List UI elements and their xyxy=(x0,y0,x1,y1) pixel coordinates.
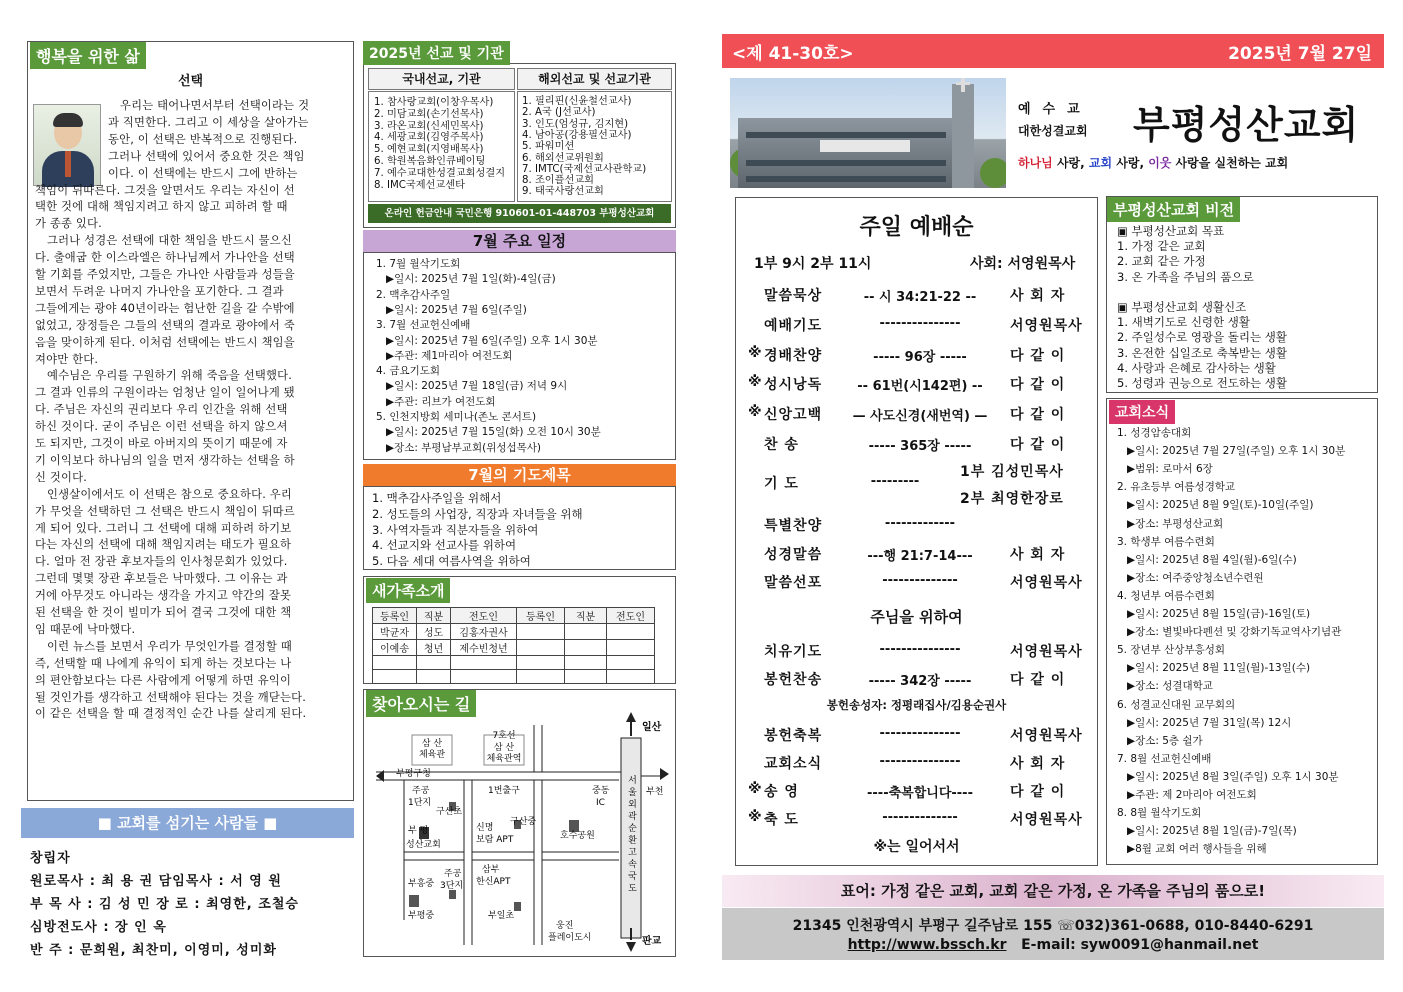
essay-line: 그러나 선택에 있어서 중요한 것은 책임 xyxy=(108,149,305,163)
website-link[interactable]: http://www.bssch.kr xyxy=(847,937,1007,953)
map-label-boram: 보람 APT xyxy=(476,835,514,845)
map-panel xyxy=(363,689,676,957)
order-item-leader: 사 회 자 xyxy=(1010,756,1066,772)
schedule-item: ▶주관: 제1마리아 여전도회 xyxy=(386,349,513,362)
essay-line: 할 기회를 주었지만, 그들은 가나안 사람들과 성들을 xyxy=(35,268,295,281)
order-item-leader: 서영원목사 xyxy=(1010,575,1083,591)
order-item-leader: 다 같 이 xyxy=(1010,407,1066,424)
essay-line: 인생살이에서도 이 선택은 참으로 중요하다. 우리 xyxy=(47,487,293,501)
stand-mark: ※ xyxy=(748,374,763,391)
domestic-mission-item: 8. IMC국제선교센타 xyxy=(374,179,465,191)
order-item-label: 경배찬양 xyxy=(764,347,823,364)
order-item-label: 봉헌찬송 xyxy=(764,672,823,688)
map-label-church: 부 평 xyxy=(408,826,429,836)
order-item-leader: 다 같 이 xyxy=(1010,377,1066,394)
order-item-detail: ----- 96장 ----- xyxy=(873,349,967,365)
schedule-item: 2. 맥추감사주일 xyxy=(376,288,451,301)
server-line: 창립자 xyxy=(30,851,71,866)
order-item-label: 교회소식 xyxy=(764,756,823,772)
essay-line: 다. 주님은 자신의 권리보다 우리 인간을 위해 선택 xyxy=(35,403,288,417)
essay-line: 우리는 태어나면서부터 선택이라는 것 xyxy=(120,99,310,112)
vision-item: 2. 교회 같은 가정 xyxy=(1117,254,1206,269)
order-item-detail: --------------- xyxy=(879,726,961,741)
order-item-label: 봉헌축복 xyxy=(764,728,823,744)
vision-item: 1. 새벽기도로 신령한 생활 xyxy=(1117,315,1251,330)
essay-line: 게 되어 있다. 그러니 그 선택에 대해 피하려 하기보 xyxy=(35,521,292,535)
new-family-cell xyxy=(517,656,565,670)
order-item-detail: -- 시 34:21-22 -- xyxy=(863,290,977,305)
new-family-cell xyxy=(565,670,607,684)
essay-heading: 선택 xyxy=(177,74,204,89)
essay-line: 그들에게는 광야 40년이라는 험난한 길을 갈 수밖에 xyxy=(35,301,295,315)
yearly-motto: 표어: 가정 같은 교회, 교회 같은 가정, 온 가족을 주님의 품으로! xyxy=(722,875,1384,907)
map-label-expressway: 서울외곽순환고속국도 xyxy=(626,775,636,895)
order-item-label: 말씀묵상 xyxy=(764,288,823,304)
schedule-item: 3. 7월 선교헌신예배 xyxy=(376,319,471,332)
order-item-label: 신앙고백 xyxy=(764,407,823,424)
order-item-detail: --------------- xyxy=(879,642,961,657)
denomination-line1: 예수교 xyxy=(1018,102,1092,117)
new-family-cell: 박균자 xyxy=(373,624,417,640)
order-item-leader: 사 회 자 xyxy=(1010,546,1066,563)
vision-item: 2. 주일성수로 영광을 돌리는 생활 xyxy=(1117,330,1288,345)
new-family-header: 등록인 xyxy=(373,608,417,624)
schedule-item: ▶주관: 리브가 여전도회 xyxy=(386,395,496,408)
mission-panel xyxy=(363,63,676,228)
schedule-item: ▶일시: 2025년 7월 15일(화) 오전 10시 30분 xyxy=(386,426,601,439)
foreign-mission-item: 1. 필리핀(신윤철선교사) xyxy=(522,96,632,107)
map-label-sinmyeong: 신명 xyxy=(476,823,494,833)
map-label-gusan-mid: 구산중 xyxy=(510,817,537,827)
order-item-detail: ----축복합니다---- xyxy=(867,786,973,801)
order-item-leader: 다 같 이 xyxy=(1010,672,1066,688)
prayer-item: 5. 다음 세대 여름사역을 위하여 xyxy=(372,554,531,569)
essay-line: 그런데 몇몇 장관 후보들은 낙마했다. 그 이유는 과 xyxy=(35,572,288,586)
order-item-detail: --------- xyxy=(870,474,920,489)
essay-line: 보면서 두려운 나머지 가나안을 포기한다. 그 결과 xyxy=(35,284,284,298)
email-link[interactable]: syw0091@hanmail.net xyxy=(1080,937,1259,953)
server-line: 원로목사 : 최 용 권 담임목사 : 서 영 원 xyxy=(30,874,282,889)
issue-date: 2025년 7월 27일 xyxy=(1228,44,1372,64)
essay-line: 다. 얼마 전 장관 후보자들의 인사청문회가 있었다. xyxy=(35,555,288,569)
new-family-cell: 제수빈청년 xyxy=(451,640,517,656)
essay-line: 그러나 성경은 선택에 대한 책임을 반드시 물으신 xyxy=(47,234,293,248)
offering-singer: 봉헌송성자: 정평래집사/김용순권사 xyxy=(826,698,1007,712)
new-family-cell: 김홍자권사 xyxy=(451,624,517,640)
vision-item: 5. 성령과 권능으로 전도하는 생활 xyxy=(1117,376,1288,390)
order-item-label: 말씀선포 xyxy=(764,575,823,591)
foreign-mission-item: 5. 파워미션 xyxy=(522,141,575,153)
essay-line: 거에 아무것도 아니라는 생각을 가지고 약간의 잘못 xyxy=(35,589,292,603)
server-line: 심방전도사 : 장 인 옥 xyxy=(30,920,167,935)
news-item: 3. 학생부 여름수련회 xyxy=(1117,535,1215,548)
news-item: ▶8월 교회 여러 행사들을 위해 xyxy=(1127,843,1267,856)
essay-line: 이 같은 선택을 할 때 결정적인 순간 나를 살리게 된다. xyxy=(35,707,307,721)
essay-line: 임 때문에 낙마했다. xyxy=(35,622,136,636)
map-label-pangyo: 판교 xyxy=(642,936,662,947)
news-item: ▶장소: 여주중앙청소년수련원 xyxy=(1127,571,1264,584)
news-item: ▶일시: 2025년 8월 15일(금)-16일(토) xyxy=(1127,608,1311,620)
map-label-bucheon: 부천 xyxy=(646,787,664,797)
news-item: ▶장소: 성결대학교 xyxy=(1127,680,1213,693)
schedule-item: ▶일시: 2025년 7월 6일(주일) 오후 1시 30분 xyxy=(386,334,598,347)
map-label-line7: 7호선 xyxy=(492,731,516,741)
vision-panel xyxy=(1106,196,1378,393)
order-item-leader: 서영원목사 xyxy=(1010,317,1083,334)
essay-line: 음을 맞이하게 된다. 이처럼 선택에는 반드시 책임을 xyxy=(35,335,295,349)
church-address: 21345 인천광역시 부평구 길주남로 155 ☏032)361-0688, 010-8440-6291 xyxy=(792,918,1314,934)
essay-section-title: 행복을 위한 삶 xyxy=(30,42,146,69)
stand-mark: ※ xyxy=(748,781,763,797)
order-item-label: 송 영 xyxy=(764,784,799,800)
new-family-cell xyxy=(607,624,655,640)
new-family-cell xyxy=(607,656,655,670)
order-item-label: 찬 송 xyxy=(764,437,799,453)
issue-number: <제 41-30호> xyxy=(732,44,854,64)
news-item: ▶일시: 2025년 8월 4일(월)-6일(수) xyxy=(1127,553,1297,566)
news-item: 8. 8월 월삭기도회 xyxy=(1117,807,1202,820)
order-item-detail: -------------- xyxy=(882,810,958,825)
map-label-ungjin: 웅진 xyxy=(556,921,574,931)
order-item-detail: ----- 342장 ----- xyxy=(868,674,972,689)
map-label-gym: 삼 산 xyxy=(421,739,443,749)
vision-item: ▣ 부평성산교회 생활신조 xyxy=(1117,300,1247,314)
schedule-item: ▶일시: 2025년 7월 1일(화)-4일(금) xyxy=(386,273,556,286)
essay-line: 하신 것이다. 굳이 주님은 이런 선택을 하지 않으셔 xyxy=(35,420,288,434)
new-family-header: 전도인 xyxy=(451,608,517,624)
map-label-hanshin: 한신APT xyxy=(476,877,511,887)
new-family-cell xyxy=(451,670,517,684)
footer xyxy=(722,908,1384,960)
vision-item: 3. 온 가족을 주님의 품으로 xyxy=(1117,269,1254,284)
map-label-exit1: 1번출구 xyxy=(488,786,520,796)
map-label-gym2: 체육관 xyxy=(418,750,446,760)
worship-mc: 사회: 서영원목사 xyxy=(970,256,1076,272)
order-item-leader: 사 회 자 xyxy=(1010,288,1066,304)
news-item: ▶일시: 2025년 7월 31일(목) 12시 xyxy=(1127,716,1292,729)
map-label-ungjin2: 플레이도시 xyxy=(548,933,592,943)
essay-line: 다. 출애굽 한 이스라엘은 하나님께서 가나안을 선택 xyxy=(35,251,295,265)
domestic-mission-item: 1. 참사랑교회(이창우목사) xyxy=(374,97,494,108)
news-title: 교회소식 xyxy=(1109,400,1175,424)
schedule-item: 1. 7월 월삭기도회 xyxy=(376,258,461,270)
domestic-mission-item: 4. 세광교회(김영주목사) xyxy=(374,132,484,144)
order-item-detail: ----- 365장 ----- xyxy=(868,439,972,454)
news-item: 5. 장년부 산상부흥성회 xyxy=(1117,644,1225,657)
foreign-mission-item: 4. 남아공(강용필선교사) xyxy=(522,129,632,141)
essay-line: 이런 뉴스를 보면서 우리가 무엇인가를 결정할 때 xyxy=(47,639,293,653)
server-line: 부 목 사 : 김 성 민 장 로 : 최영한, 조철승 xyxy=(30,897,299,912)
schedule-item: 5. 인천지방회 세미나(존노 콘서트) xyxy=(376,411,537,423)
new-family-cell xyxy=(417,656,451,670)
news-item: 6. 성결교신대원 교무회의 xyxy=(1117,698,1236,711)
essay-line: 그 결과 인류의 구원이라는 엄청난 일이 일어나게 됐 xyxy=(35,386,295,400)
new-family-cell xyxy=(417,670,451,684)
news-item: ▶일시: 2025년 8월 3일(주일) 오후 1시 30분 xyxy=(1127,770,1339,783)
order-item-detail: -- 61번(시142편) -- xyxy=(857,379,983,395)
essay-line: 될 것인가를 생각하고 선택해야 된다는 것을 깨닫는다. xyxy=(35,690,307,704)
map-label-jugong1b: 1단지 xyxy=(408,798,432,808)
essay-line: 가 종종 있다. xyxy=(35,217,102,231)
foreign-mission-item: 6. 해외선교위원회 xyxy=(522,152,604,164)
foreign-mission-item: 9. 태국사랑선교회 xyxy=(522,186,604,198)
pastor-photo xyxy=(33,104,101,186)
church-name: 부평성산교회 xyxy=(1133,102,1360,147)
new-family-cell xyxy=(607,670,655,684)
new-family-cell xyxy=(517,640,565,656)
new-family-cell: 청년 xyxy=(417,640,451,656)
domestic-mission-item: 5. 예현교회(지영배목사) xyxy=(374,144,484,156)
order-item-label: 성시낭독 xyxy=(764,377,823,394)
new-family-header: 전도인 xyxy=(607,608,655,624)
foreign-mission-header: 해외선교 및 선교기관 xyxy=(517,68,672,90)
map-label-gusan-elem: 구산초 xyxy=(436,807,463,817)
new-family-cell xyxy=(517,670,565,684)
essay-line: 도 되지만, 그것이 바로 아버지의 뜻이기 때문에 자 xyxy=(35,437,288,450)
essay-line: 된 선택을 한 것이 빌미가 되어 결국 그것에 대한 책 xyxy=(35,606,292,619)
church-motto: 하나님 사랑, 교회 사랑, 이웃 사랑을 실천하는 교회 xyxy=(1018,156,1289,170)
map-label-station: 삼 산 xyxy=(493,743,515,753)
new-family-cell: 이예송 xyxy=(373,640,417,656)
domestic-mission-item: 7. 예수교대한성결교회성결지 xyxy=(374,167,506,179)
essay-line: 즉, 선택할 때 나에게 유익이 되게 하는 것보다는 나 xyxy=(35,656,292,670)
new-family-table xyxy=(372,607,655,684)
order-item-detail: -------------- xyxy=(882,573,958,588)
essay-line: 신 것이다. xyxy=(35,470,88,484)
schedule-item: ▶일시: 2025년 7월 18일(금) 저녁 9시 xyxy=(386,380,568,393)
map-label-lake-park: 호수공원 xyxy=(560,831,595,841)
news-item: ▶주관: 제 2마리아 여전도회 xyxy=(1127,789,1257,801)
foreign-mission-item: 2. A국 (J선교사) xyxy=(522,107,596,119)
new-family-header: 직분 xyxy=(417,608,451,624)
news-item: ▶범위: 로마서 6장 xyxy=(1127,463,1213,476)
stand-mark: ※ xyxy=(748,404,763,421)
essay-line: 택한 것에 대해 책임지려고 하지 않고 피하려 할 때 xyxy=(35,200,288,214)
contact-line xyxy=(722,937,1384,953)
prayer-leader-2: 2부 최영한장로 xyxy=(960,491,1064,507)
order-item-label: 축 도 xyxy=(764,812,799,828)
new-family-title: 새가족소개 xyxy=(366,578,450,603)
new-family-cell: 성도 xyxy=(417,624,451,640)
worship-time: 1부 9시 2부 11시 xyxy=(754,256,872,272)
for-lord-heading: 주님을 위하여 xyxy=(870,608,963,626)
schedule-panel xyxy=(363,252,676,460)
essay-line: 다는 자신의 선택에 대해 책임지려는 태도가 필요하 xyxy=(35,538,292,552)
order-item-label: 치유기도 xyxy=(764,644,823,660)
map-label-gu-office: 부평구청 xyxy=(396,769,431,779)
order-item-leader: 다 같 이 xyxy=(1010,437,1066,453)
map-label-ic: IC xyxy=(596,798,605,808)
order-item-detail: — 사도신경(새번역) — xyxy=(852,409,988,425)
order-item-label: 예배기도 xyxy=(764,317,823,334)
new-family-cell xyxy=(373,670,417,684)
new-family-cell xyxy=(565,624,607,640)
map-title: 찾아오시는 길 xyxy=(366,690,476,717)
map-label-jugong3c: 3단지 xyxy=(440,881,464,891)
news-item: ▶일시: 2025년 7월 27일(주일) 오후 1시 30분 xyxy=(1127,445,1346,458)
essay-line: 가 무엇을 선택하던 그 선택은 반드시 책임이 뒤따르 xyxy=(35,504,295,518)
map-label-sambu: 삼부 xyxy=(482,865,500,875)
order-item-label: 특별찬양 xyxy=(764,518,823,534)
news-item: ▶일시: 2025년 8월 9일(토)-10일(주일) xyxy=(1127,499,1314,512)
prayer-item: 4. 선교지와 선교사를 위하여 xyxy=(372,538,517,553)
new-family-cell xyxy=(517,624,565,640)
order-item-leader: 서영원목사 xyxy=(1010,728,1083,744)
news-panel xyxy=(1106,398,1378,865)
vision-item: 4. 사랑과 은혜로 감사하는 생활 xyxy=(1117,360,1276,375)
order-item-detail: ------------- xyxy=(884,516,956,531)
order-item-detail: --------------- xyxy=(879,315,961,331)
prayer-leader-1: 1부 김성민목사 xyxy=(960,464,1064,480)
map-label-ilsan: 일산 xyxy=(642,722,662,733)
news-item: 4. 청년부 여름수련회 xyxy=(1117,589,1215,602)
order-item-leader: 다 같 이 xyxy=(1010,784,1066,800)
worship-order-title: 주일 예배순 xyxy=(859,215,974,240)
new-family-cell xyxy=(451,656,517,670)
vision-item: 3. 온전한 십일조로 축복받는 생활 xyxy=(1117,345,1288,360)
email-label: E-mail: xyxy=(1021,937,1076,953)
prayer-item: 2. 성도들의 사업장, 직장과 자녀들을 위해 xyxy=(372,506,583,521)
news-item: 7. 8월 선교헌신예배 xyxy=(1117,752,1212,765)
directions-map xyxy=(364,690,675,956)
vision-item: ▣ 부평성산교회 목표 xyxy=(1117,224,1225,238)
offering-account: 온라인 헌금안내 국민은행 910601-01-448703 부평성산교회 xyxy=(368,204,671,223)
server-line: 반 주 : 문희원, 최찬미, 이영미, 성미화 xyxy=(30,943,277,958)
map-label-jungdong: 중동 xyxy=(592,786,610,796)
map-label-church2: 성산교회 xyxy=(406,840,441,850)
domestic-mission-item: 3. 라온교회(신세민목사) xyxy=(374,120,484,132)
map-label-jugong1: 주공 xyxy=(412,786,430,796)
denomination-line2: 대한성결교회 xyxy=(1018,124,1088,138)
news-item: ▶장소: 부평성산교회 xyxy=(1127,517,1224,530)
prayer-item: 3. 사역자들과 직분자들을 위하여 xyxy=(372,522,539,537)
servers-title: ■ 교회를 섬기는 사람들 ■ xyxy=(21,808,354,838)
church-building-photo xyxy=(730,78,1006,188)
essay-line: 이다. 이 선택에는 반드시 그에 반하는 xyxy=(108,166,298,180)
new-family-cell xyxy=(607,640,655,656)
essay-line: 책임이 뒤따른다. 그것을 알면서도 우리는 자신이 선 xyxy=(35,183,295,197)
vision-item: 1. 가정 같은 교회 xyxy=(1117,239,1206,254)
map-label-buil: 부일초 xyxy=(488,911,515,921)
new-family-cell xyxy=(373,656,417,670)
order-item-leader: 서영원목사 xyxy=(1010,644,1083,660)
foreign-mission-item: 8. 조이플선교회 xyxy=(522,175,595,187)
news-item: 1. 성경암송대회 xyxy=(1117,427,1192,439)
schedule-item: ▶장소: 부평남부교회(위성섭목사) xyxy=(386,441,542,454)
order-item-label: 성경말씀 xyxy=(764,546,823,563)
domestic-mission-header: 국내선교, 기관 xyxy=(368,68,515,90)
essay-line: 의 편안함보다는 다른 사람에게 어떻게 하면 유익이 xyxy=(35,673,292,687)
news-item: ▶일시: 2025년 8월 1일(금)-7일(목) xyxy=(1127,825,1297,838)
schedule-item: 4. 금요기도회 xyxy=(376,365,441,378)
prayer-panel xyxy=(363,486,676,570)
map-label-station2: 체육관역 xyxy=(486,754,522,764)
stand-mark: ※ xyxy=(748,344,763,361)
prayer-title: 7월의 기도제목 xyxy=(363,464,676,486)
map-label-buheung: 부흥중 xyxy=(408,879,435,889)
news-item: ▶장소: 5층 쉴가 xyxy=(1127,734,1203,747)
domestic-mission-item: 2. 미담교회(손기선목사) xyxy=(374,108,484,120)
domestic-mission-item: 6. 학원복음화인큐베이팅 xyxy=(374,156,486,167)
order-item-detail: ---행 21:7-14--- xyxy=(867,548,973,564)
essay-line: 예수님은 우리를 구원하기 위해 죽음을 선택했다. xyxy=(47,369,293,383)
stand-note: ※는 일어서서 xyxy=(873,839,960,855)
map-label-bupyeong-mid: 부평중 xyxy=(408,911,435,921)
schedule-title: 7월 주요 일정 xyxy=(363,230,676,252)
foreign-mission-item: 7. IMTC(국제선교사관학교) xyxy=(522,163,647,175)
order-item-label: 기 도 xyxy=(764,476,799,492)
prayer-item: 1. 맥추감사주일을 위해서 xyxy=(372,491,502,505)
map-label-jugong3: 주공 xyxy=(444,869,462,879)
order-item-leader: 다 같 이 xyxy=(1010,347,1066,364)
news-item: ▶일시: 2025년 8월 11일(월)-13일(수) xyxy=(1127,662,1311,675)
essay-line: 동안, 이 선택은 반복적으로 진행된다. xyxy=(108,132,298,146)
essay-line: 과 직면한다. 그리고 이 세상을 살아가는 xyxy=(108,115,309,129)
stand-mark: ※ xyxy=(748,809,763,825)
foreign-mission-item: 3. 인도(엄성규, 김지현) xyxy=(522,118,629,130)
issue-banner xyxy=(722,34,1384,68)
essay-line: 없었고, 장정들은 그들의 선택의 결과로 광야에서 죽 xyxy=(35,318,295,332)
order-item-leader: 서영원목사 xyxy=(1010,812,1083,828)
essay-line: 기 이익보다 하나님의 일을 먼저 생각하는 선택을 하 xyxy=(35,453,295,467)
news-item: 2. 유초등부 여름성경학교 xyxy=(1117,481,1236,494)
new-family-header: 직분 xyxy=(565,608,607,624)
new-family-cell xyxy=(565,656,607,670)
schedule-item: ▶일시: 2025년 7월 6일(주일) xyxy=(386,303,527,316)
vision-title: 부평성산교회 비전 xyxy=(1107,197,1240,222)
new-family-header: 등록인 xyxy=(517,608,565,624)
news-item: ▶장소: 별빛바다펜션 및 강화기독교역사기념관 xyxy=(1127,626,1342,639)
order-item-detail: --------------- xyxy=(879,754,961,769)
essay-line: 져야만 한다. xyxy=(35,352,99,366)
new-family-cell xyxy=(565,640,607,656)
mission-title: 2025년 선교 및 기관 xyxy=(363,41,510,65)
